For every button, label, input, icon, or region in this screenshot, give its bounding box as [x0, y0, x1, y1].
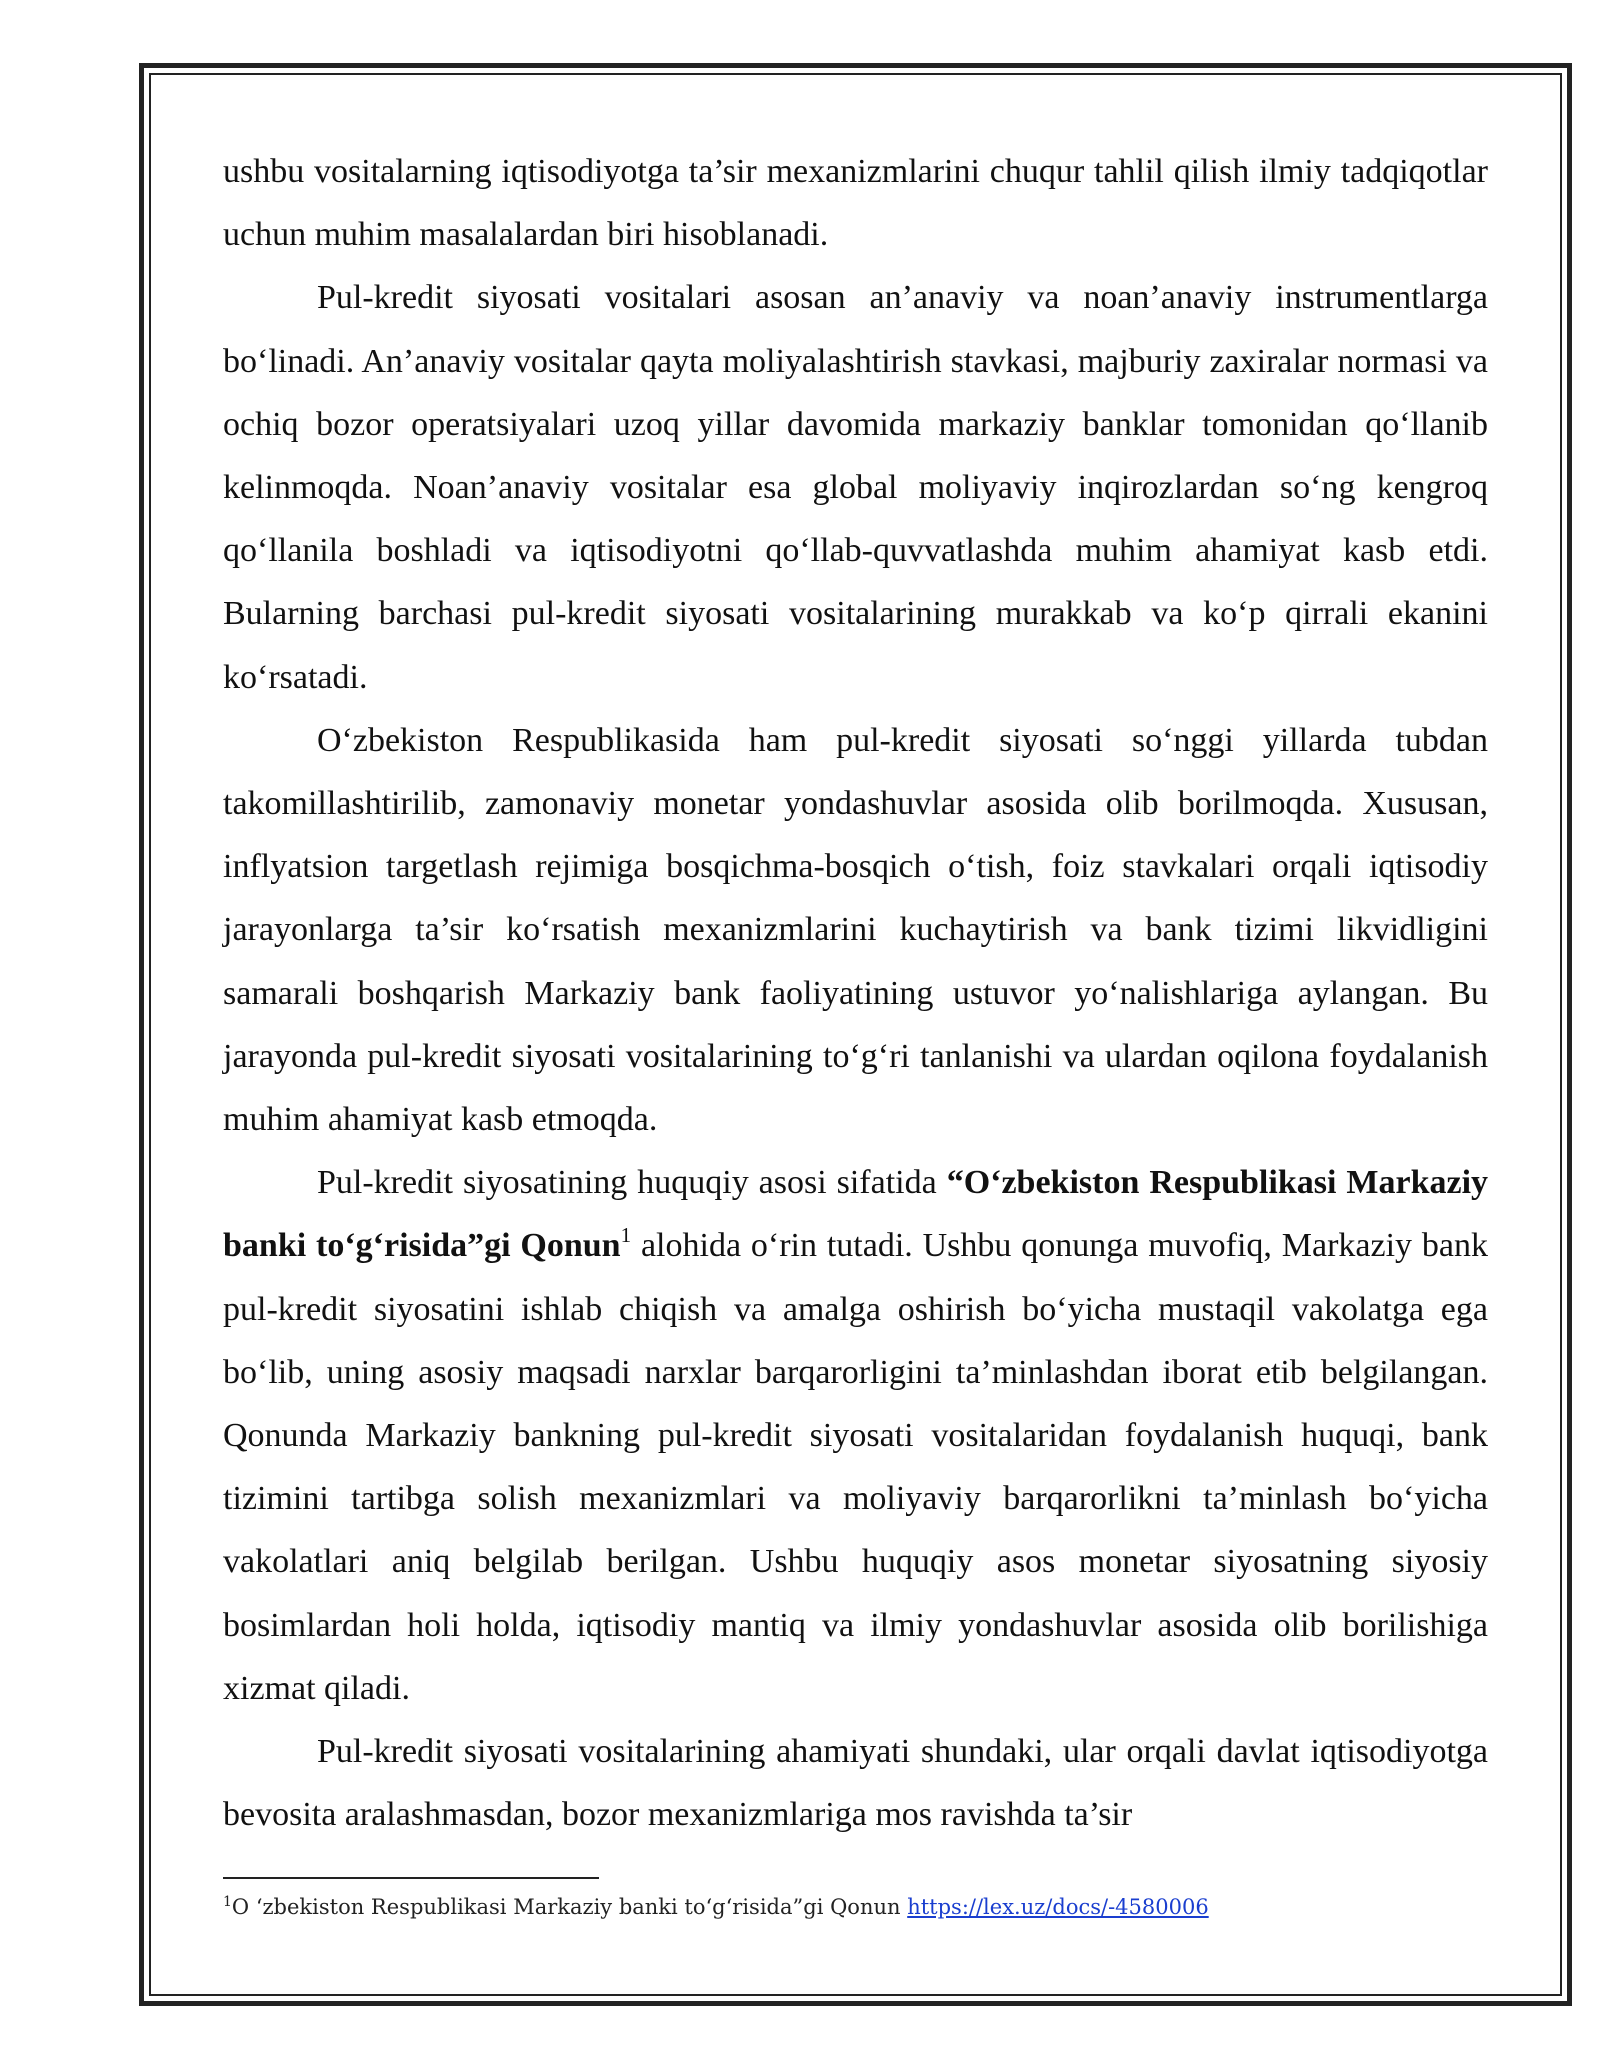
paragraph-5: Pul-kredit siyosati vositalarining ahamiyati shundaki, ular orqali davlat iqtisodiyotga bevosita aralashmasdan, bozor mexanizmlariga mos ravishda ta’sir	[223, 1733, 1488, 1834]
paragraph-2: Pul-kredit siyosati vositalari asosan an’anaviy va noan’anaviy instrumentlarga bo‘linadi. An’anaviy vositalar qayta moliyalashtirish stavkasi, majburiy zaxiralar normasi va ochiq bozor operatsiyalari uzoq yillar davomida markaziy banklar tomonidan qo‘llanib kelinmoqda. Noan’anaviy vositalar esa global moliyaviy inqirozlardan so‘ng kengroq qo‘llanila boshladi va iqtisodiyotni qo‘llab-quvvatlashda muhim ahamiyat kasb etdi. Bularning barchasi pul-kredit siyosati vositalarining murakkab va ko‘p qirrali ekanini ko‘rsatadi.	[223, 279, 1488, 696]
paragraph-1: ushbu vositalarning iqtisodiyotga ta’sir mexanizmlarini chuqur tahlil qilish ilmiy tadqiqotlar uchun muhim masalalardan biri hisoblanadi.	[223, 153, 1488, 254]
footnote-separator	[223, 1877, 599, 1879]
paragraph-4	[223, 1151, 1488, 1720]
footnote	[223, 1890, 1488, 1924]
paragraph-3: O‘zbekiston Respublikasida ham pul-kredit siyosati so‘nggi yillarda tubdan takomillashtirilib, zamonaviy monetar yondashuvlar asosida olib borilmoqda. Xususan, inflyatsion targetlash rejimiga bosqichma-bosqich o‘tish, foiz stavkalari orqali iqtisodiy jarayonlarga ta’sir ko‘rsatish mexanizmlarini kuchaytirish va bank tizimi likvidligini samarali boshqarish Markaziy bank faoliyatining ustuvor yo‘nalishlariga aylangan. Bu jarayonda pul-kredit siyosati vositalarining to‘g‘ri tanlanishi va ulardan oqilona foydalanish muhim ahamiyat kasb etmoqda.	[223, 721, 1488, 1139]
footnote-text: O ‘zbekiston Respublikasi Markaziy banki to‘g‘risida”gi Qonun	[231, 1895, 908, 1919]
footnote-link[interactable]: https://lex.uz/docs/-4580006	[907, 1895, 1209, 1919]
document-body	[223, 140, 1488, 1846]
law-title: “O‘zbekiston Respublikasi Markaziy banki to‘g‘risida”gi Qonun	[223, 1164, 1489, 1265]
paragraph-4-lead: Pul-kredit siyosatining huquqiy asosi sifatida	[317, 1164, 947, 1202]
paragraph-4-rest: alohida o‘rin tutadi. Ushbu qonunga muvofiq, Markaziy bank pul-kredit siyosatini ishlab chiqish va amalga oshirish bo‘yicha mustaqil vakolatga ega bo‘lib, uning asosiy maqsadi narxlar barqarorligini ta’minlashdan iborat etib belgilangan. Qonunda Markaziy bankning pul-kredit siyosati vositalaridan foydalanish huquqi, bank tizimini tartibga solish mexanizmlari va moliyaviy barqarorlikni ta’minlash bo‘yicha vakolatlari aniq belgilab berilgan. Ushbu huquqiy asos monetar siyosatning siyosiy bosimlardan holi holda, iqtisodiy mantiq va ilmiy yondashuvlar asosida olib borilishiga xizmat qiladi.	[223, 1227, 1488, 1707]
footnote-reference[interactable]: 1	[620, 1223, 632, 1248]
footnote-number: 1	[223, 1894, 232, 1910]
